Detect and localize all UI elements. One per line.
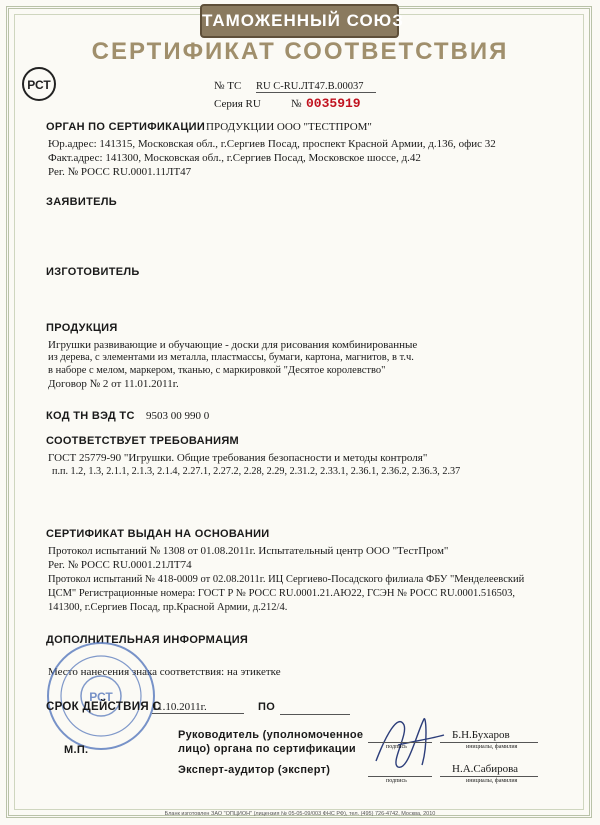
- svg-text:РСТ: РСТ: [27, 78, 51, 92]
- basis-line: Протокол испытаний № 418-0009 от 02.08.2011г. ИЦ Сергиево-Посадского филиала ФБУ "Менделеевский: [48, 574, 525, 585]
- requirements-clauses: п.п. 1.2, 1.3, 2.1.1, 2.1.3, 2.1.4, 2.27.1, 2.27.2, 2.28, 2.29, 2.31.2, 2.33.1, 2.36.1, 2.36.2, 2.36.3, 2.37: [52, 466, 461, 477]
- signature-caption: подпись: [386, 778, 407, 784]
- signature-caption: подпись: [386, 744, 407, 750]
- serial-no-label: №: [291, 98, 302, 110]
- head-label: Руководитель (уполномоченное: [178, 729, 364, 741]
- mark-placement: Место нанесения знака соответствия: на этикетке: [48, 666, 281, 678]
- series-label: Серия RU: [214, 98, 261, 110]
- legal-address: Юр.адрес: 141315, Московская обл., г.Сергиев Посад, проспект Красной Армии, д.136, офис 32: [48, 138, 496, 150]
- validity-to-label: ПО: [258, 701, 276, 713]
- applicant-heading: ЗАЯВИТЕЛЬ: [46, 196, 117, 208]
- product-line: в наборе с мелом, маркером, тканью, с маркировкой "Десятое королевство": [48, 365, 386, 376]
- round-seal-stamp: [45, 640, 157, 752]
- tnved-code: 9503 00 990 0: [146, 410, 210, 422]
- actual-address: Факт.адрес: 141300, Московская обл., г.Сергиев Посад, Московское шоссе, д.42: [48, 152, 421, 164]
- expert-label: Эксперт-аудитор (эксперт): [178, 764, 331, 776]
- product-heading: ПРОДУКЦИЯ: [46, 322, 118, 334]
- seal-place-label: М.П.: [64, 744, 89, 756]
- customs-union-banner: ТАМОЖЕННЫЙ СОЮЗ: [200, 4, 399, 38]
- number-label: № ТС: [214, 80, 242, 92]
- expert-name: Н.А.Сабирова: [452, 763, 519, 775]
- validity-to-blank: [280, 714, 350, 715]
- head-label: лицо) органа по сертификации: [178, 743, 356, 755]
- product-line: Игрушки развивающие и обучающие - доски для рисования комбинированные: [48, 339, 418, 351]
- expert-name-line: [440, 776, 538, 777]
- svg-text:РСТ: РСТ: [89, 690, 113, 704]
- certificate-number: RU C-RU.ЛТ47.В.00037: [256, 81, 376, 93]
- name-caption: инициалы, фамилия: [466, 778, 518, 784]
- serial-number: 0035919: [306, 96, 361, 111]
- certificate-title: СЕРТИФИКАТ СООТВЕТСТВИЯ: [91, 38, 509, 65]
- certification-body-name: ПРОДУКЦИИ ООО "ТЕСТПРОМ": [206, 121, 372, 133]
- expert-signature-line: [368, 776, 432, 777]
- head-name-line: [440, 742, 538, 743]
- blank-printer-footer: Бланк изготовлен ЗАО "ОПЦИОН" (лицензия № 05-05-09/003 ФНС РФ), тел. (495) 726-4742, Москва, 2010: [164, 811, 436, 817]
- basis-line: ЦСМ" Регистрационные номера: ГОСТ Р № РОСС RU.0001.21.АЮ22, ГСЭН № РОСС RU.0001.516503,: [48, 588, 515, 599]
- requirements-heading: СООТВЕТСТВУЕТ ТРЕБОВАНИЯМ: [46, 435, 239, 447]
- manufacturer-heading: ИЗГОТОВИТЕЛЬ: [46, 266, 140, 278]
- rst-logo-icon: [22, 67, 56, 101]
- basis-line: Протокол испытаний № 1308 от 01.08.2011г. Испытательный центр ООО "ТестПром": [48, 545, 449, 557]
- name-caption: инициалы, фамилия: [466, 744, 518, 750]
- validity-heading: СРОК ДЕЙСТВИЯ С: [46, 701, 161, 713]
- basis-heading: СЕРТИФИКАТ ВЫДАН НА ОСНОВАНИИ: [46, 528, 270, 540]
- validity-from: 11.10.2011г.: [152, 701, 244, 714]
- basis-line: Рег. № РОСС RU.0001.21ЛТ74: [48, 559, 192, 571]
- additional-info-heading: ДОПОЛНИТЕЛЬНАЯ ИНФОРМАЦИЯ: [46, 634, 249, 646]
- product-line: из дерева, с элементами из металла, пластмассы, бумаги, картона, магнитов, в т.ч.: [48, 352, 414, 363]
- product-contract: Договор № 2 от 11.01.2011г.: [48, 378, 179, 390]
- requirements-standard: ГОСТ 25779-90 "Игрушки. Общие требования безопасности и методы контроля": [48, 452, 428, 464]
- head-name: Б.Н.Бухаров: [452, 729, 510, 741]
- certification-body-heading: ОРГАН ПО СЕРТИФИКАЦИИ: [46, 121, 206, 133]
- tnved-heading: КОД ТН ВЭД ТС: [46, 410, 135, 422]
- certification-body-reg: Рег. № РОСС RU.0001.11ЛТ47: [48, 166, 192, 178]
- basis-line: 141300, г.Сергиев Посад, пр.Красной Армии, д.212/4.: [48, 602, 288, 613]
- head-signature-line: [368, 742, 432, 743]
